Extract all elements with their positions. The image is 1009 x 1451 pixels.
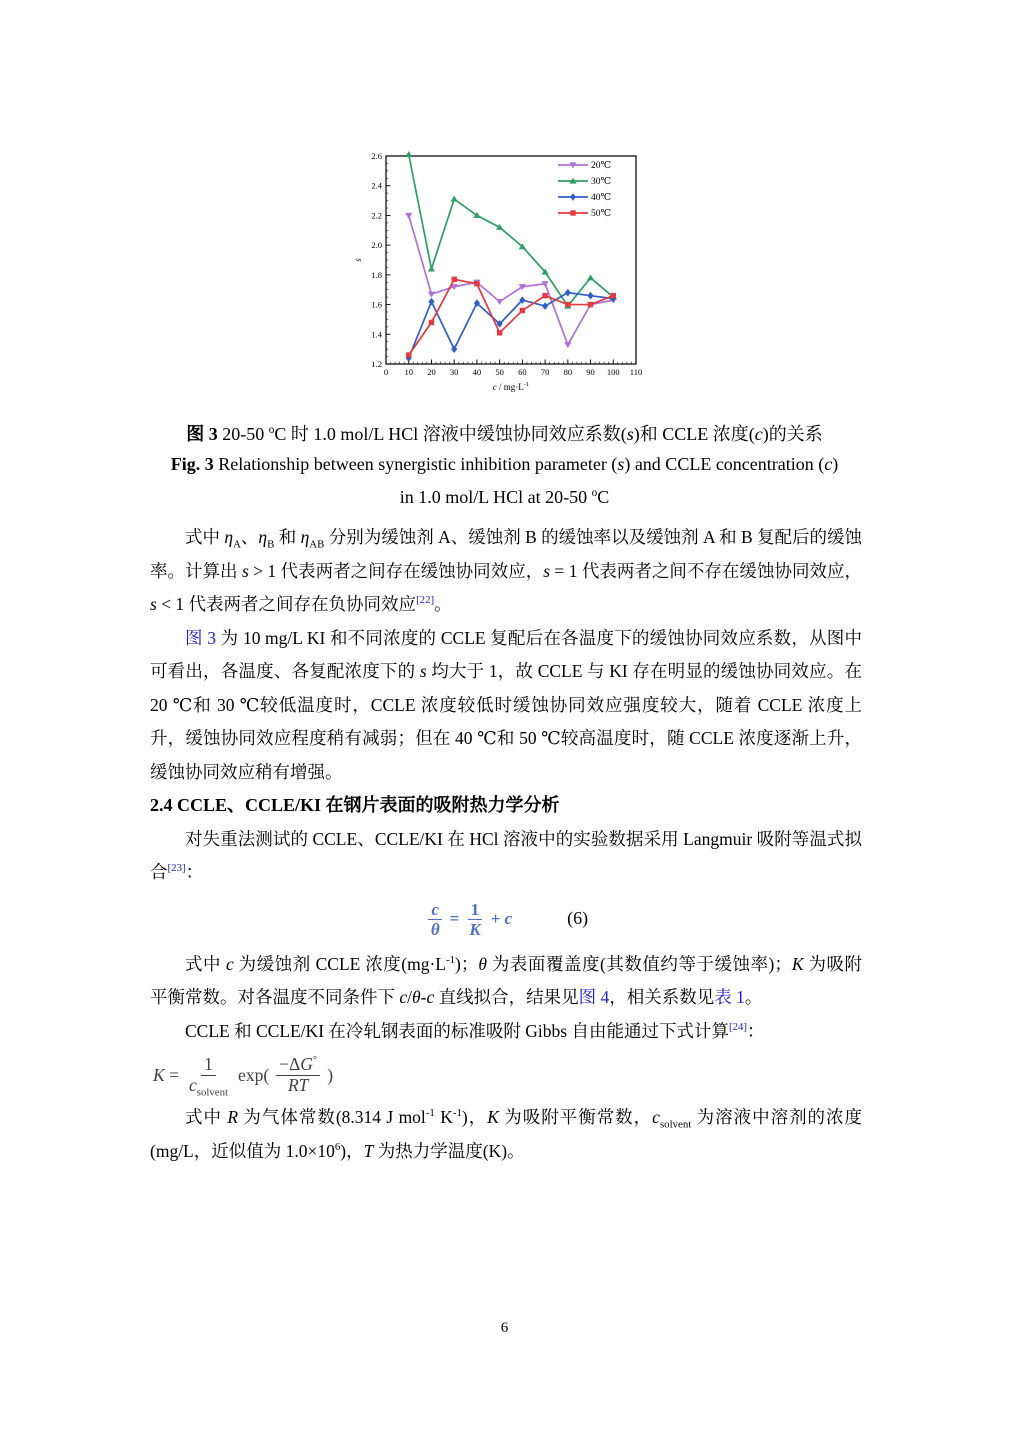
cross-reference-link[interactable]: [22]: [416, 594, 435, 607]
text-segment: s: [241, 560, 249, 581]
text-segment: c: [426, 987, 435, 1008]
y-axis-label: s: [353, 258, 363, 262]
text-segment: +: [490, 908, 505, 928]
text-segment: 为吸附平衡常数。对各温度不同条件下: [150, 953, 863, 1008]
x-tick-label: 80: [563, 367, 573, 377]
text-segment: 1: [204, 1054, 213, 1075]
cross-reference-link[interactable]: [23]: [167, 862, 186, 875]
text-segment: 为表面覆盖度(其数值约等于缓蚀率)；: [486, 953, 792, 974]
y-tick-label: 1.2: [371, 359, 382, 369]
text-segment: 对失重法测试的 CCLE、CCLE/KI 在 HCl 溶液中的实验数据采用 Langmuir 吸附等温式拟合: [150, 828, 862, 882]
text-segment: s: [150, 594, 157, 614]
chart-svg: [352, 148, 652, 400]
text-segment: 。: [744, 987, 763, 1008]
text-segment: 为气体常数(8.314 J mol: [238, 1107, 426, 1128]
text-segment: c: [754, 424, 763, 444]
text-segment: )和 CCLE 浓度(: [633, 424, 755, 444]
text-segment: ): [327, 1064, 334, 1085]
text-segment: c: [399, 987, 408, 1008]
text-segment: =: [449, 908, 460, 928]
text-segment: /: [407, 987, 413, 1008]
figure-caption-en-line1: [0, 454, 1009, 475]
y-tick-label: 1.8: [371, 269, 382, 280]
text-segment: °: [312, 1054, 318, 1067]
text-segment: 式中: [185, 953, 226, 974]
legend-label: 50℃: [591, 209, 612, 220]
text-segment: 直线拟合，结果见: [434, 987, 579, 1008]
text-segment: o: [268, 424, 275, 436]
text-segment: 均大于 1，故 CCLE 与 KI 存在明显的缓蚀协同效应。在 20 ℃和 30 ℃较低温度时，CCLE 浓度较低时缓蚀协同效应强度较大，随着 CCLE 浓度上升，缓蚀协同效应程度稍有减弱；但在 40 ℃和 50 ℃较高温度时，随 CCLE 浓度逐渐上升，缓蚀协同效应稍有增强。: [150, 661, 862, 782]
series-line: [409, 155, 614, 307]
x-tick-label: 40: [472, 367, 482, 377]
text-segment: AB: [309, 538, 325, 551]
text-segment: in 1.0 mol/L HCl at 20-50: [399, 487, 592, 507]
text-segment: s: [419, 661, 427, 681]
section-heading-2-4: 2.4 CCLE、CCLE/KI 在钢片表面的吸附热力学分析: [150, 795, 560, 815]
y-tick-label: 2.6: [371, 151, 382, 161]
text-segment: 式中: [185, 1107, 228, 1128]
text-segment: 为缓蚀剂 CCLE 浓度(mg·L: [233, 953, 446, 974]
text-segment: C 时 1.0 mol/L HCl 溶液中缓蚀协同效应系数(: [274, 424, 627, 444]
series-line: [409, 215, 614, 344]
text-segment: c: [652, 1107, 660, 1128]
text-segment: ，相关系数见: [609, 987, 715, 1008]
cross-reference-link[interactable]: 图 3: [185, 627, 217, 648]
text-segment: K: [487, 1107, 499, 1128]
line-chart: [352, 148, 652, 405]
y-tick-label: 2.4: [371, 180, 382, 191]
text-segment: η: [300, 527, 310, 547]
text-segment: ：: [747, 1020, 765, 1041]
x-tick-label: 70: [540, 367, 550, 377]
paragraph-synergy-definition: [150, 521, 862, 622]
text-segment: s: [617, 454, 625, 474]
text-segment: η: [224, 527, 234, 547]
paragraph-gibbs-terms: [150, 1101, 862, 1168]
text-segment: =: [164, 1064, 179, 1085]
text-segment: 式中: [185, 527, 225, 547]
text-segment: c: [188, 1074, 197, 1095]
text-segment: A: [233, 538, 241, 551]
text-segment: 分别为缓蚀剂 A、缓蚀剂 B 的缓蚀率以及缓蚀剂 A 和 B 复配后的缓蚀率。计算出: [150, 527, 862, 581]
text-segment: RT: [287, 1074, 309, 1095]
fraction-1-over-K: [466, 900, 483, 939]
text-segment: c: [504, 908, 513, 928]
paragraph-equation6-terms: [150, 948, 862, 1015]
text-segment: 。: [434, 594, 452, 614]
fraction-c-over-theta: [428, 900, 443, 939]
x-tick-label: 60: [518, 367, 527, 377]
text-segment: )；: [455, 953, 479, 974]
text-segment: T: [363, 1140, 374, 1161]
text-segment: 为热力学温度(K)。: [373, 1140, 525, 1161]
y-tick-label: 2.2: [371, 210, 382, 221]
cross-reference-link[interactable]: 表 1: [714, 987, 745, 1008]
text-segment: 6: [334, 1140, 341, 1153]
figure-caption-zh: [0, 420, 1009, 446]
y-tick-label: 2.0: [371, 240, 382, 251]
text-segment: K: [434, 1107, 453, 1128]
text-segment: R: [227, 1107, 239, 1128]
x-tick-label: 30: [449, 367, 459, 377]
fraction-deltaG-over-RT: [276, 1055, 320, 1095]
text-segment: -1: [425, 1107, 435, 1120]
series-line: [409, 293, 614, 358]
equation-number: [567, 909, 588, 929]
page-number: 6: [500, 1320, 509, 1336]
x-tick-label: 0: [383, 367, 389, 377]
legend-label: 30℃: [591, 177, 612, 188]
x-tick-label: 10: [404, 367, 413, 377]
text-segment: Fig. 3: [170, 454, 214, 474]
text-segment: 为吸附平衡常数，: [498, 1107, 653, 1128]
equation-gibbs: [150, 1054, 862, 1099]
legend-label: 40℃: [591, 193, 612, 204]
text-segment: θ: [412, 987, 421, 1008]
x-tick-label: 20: [427, 367, 436, 377]
text-segment: )，: [340, 1140, 364, 1161]
text-segment: c: [225, 953, 234, 974]
text-segment: -: [420, 987, 427, 1008]
legend-label: 20℃: [591, 161, 612, 172]
text-segment: −Δ: [279, 1054, 301, 1075]
body-text: [150, 521, 862, 1168]
text-segment: θ: [478, 953, 487, 974]
text-segment: s: [626, 424, 634, 444]
x-tick-label: 90: [586, 367, 595, 377]
figure-caption-en-line2: [0, 487, 1009, 508]
text-segment: K: [153, 1064, 165, 1085]
cross-reference-link[interactable]: [24]: [728, 1020, 748, 1033]
text-segment: 20-50: [217, 424, 269, 444]
text-segment: ): [832, 454, 839, 474]
text-segment: )的关系: [762, 424, 823, 444]
text-segment: > 1 代表两者之间存在缓蚀协同效应，: [248, 560, 544, 581]
text-segment: = 1 代表两者之间不存在缓蚀协同效应，: [550, 560, 863, 581]
text-segment: 为 10 mg/L KI 和不同浓度的 CCLE 复配后在各温度下的缓蚀协同效应系数，从图中可看出，各温度、各复配浓度下的: [150, 627, 863, 681]
text-segment: Relationship between synergistic inhibition parameter (: [213, 454, 618, 474]
x-tick-label: 50: [495, 367, 504, 377]
text-segment: ) and CCLE concentration (: [624, 454, 825, 474]
paragraph-langmuir-intro: [150, 823, 862, 890]
text-segment: 1: [470, 899, 480, 919]
text-segment: )，: [461, 1107, 488, 1128]
text-segment: 为溶液中溶剂的浓度(mg/L，近似值为 1.0×10: [150, 1107, 863, 1161]
text-segment: ：: [185, 862, 204, 882]
text-segment: C: [597, 487, 610, 507]
text-segment: CCLE 和 CCLE/KI 在冷轧钢表面的标准吸附 Gibbs 自由能通过下式计算: [185, 1020, 729, 1041]
y-tick-label: 1.4: [371, 329, 382, 340]
text-segment: η: [258, 527, 268, 547]
text-segment: B: [267, 538, 275, 551]
paragraph-figure3-discussion: [150, 622, 862, 790]
equation-6: [150, 900, 862, 939]
text-segment: 和: [274, 527, 301, 547]
text-segment: 图 3: [186, 424, 218, 444]
text-segment: G: [300, 1054, 313, 1075]
text-segment: -1: [446, 953, 456, 966]
cross-reference-link[interactable]: 图 4: [578, 987, 610, 1008]
text-segment: θ: [430, 919, 440, 939]
figure-3-chart: [352, 148, 652, 400]
paragraph-gibbs-intro: [150, 1015, 862, 1049]
text-segment: solvent: [659, 1118, 692, 1131]
text-segment: solvent: [196, 1086, 229, 1099]
text-segment: exp(: [238, 1064, 270, 1085]
text-segment: < 1 代表两者之间存在负协同效应: [156, 594, 417, 614]
text-segment: 、: [240, 527, 259, 547]
y-tick-label: 1.6: [371, 299, 382, 310]
text-segment: (6): [567, 908, 589, 929]
text-segment: K: [791, 953, 804, 974]
x-tick-label: 110: [629, 367, 643, 377]
text-segment: -1: [452, 1107, 462, 1120]
fraction-1-over-csolvent: [186, 1054, 231, 1099]
x-axis-label: $c / mg\cdot L^{-1}$: [492, 381, 530, 392]
text-segment: K: [469, 919, 481, 939]
text-segment: s: [543, 560, 551, 581]
text-segment: o: [591, 487, 598, 499]
text-segment: c: [824, 454, 833, 474]
text-segment: c: [431, 899, 440, 919]
x-tick-label: 100: [606, 367, 620, 377]
chart-legend: [558, 161, 612, 219]
